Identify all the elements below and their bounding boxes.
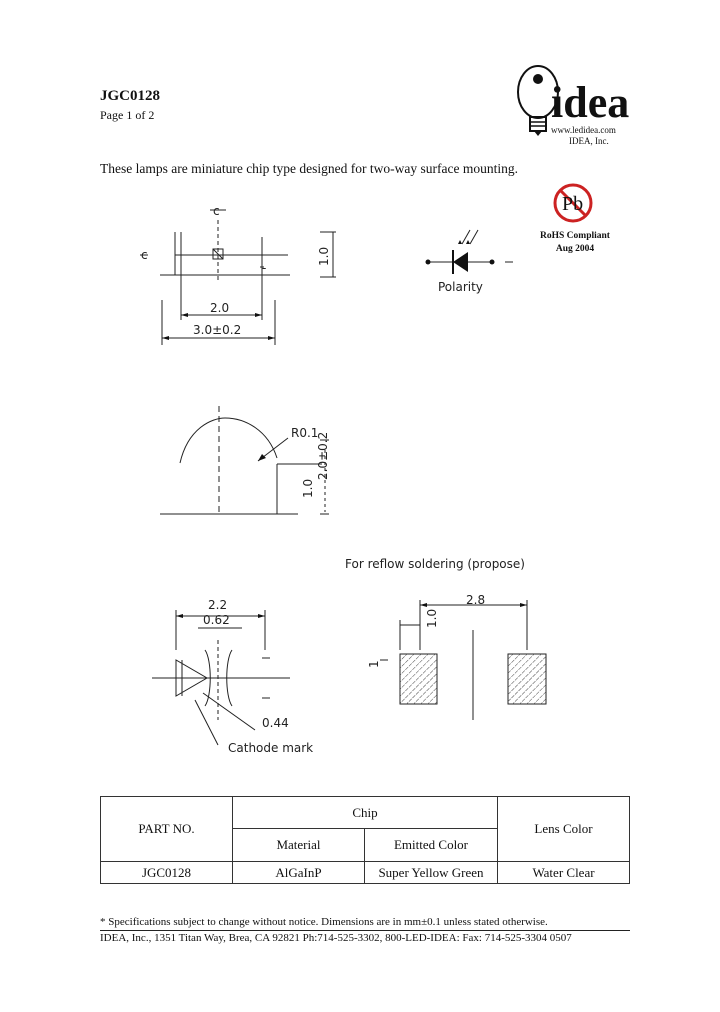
cell-part-no: JGC0128 xyxy=(101,862,233,884)
cell-emitted-color: Super Yellow Green xyxy=(365,862,498,884)
header-part-no: PART NO. xyxy=(101,797,233,862)
solder-pad-left xyxy=(400,654,437,704)
diode-triangle-icon xyxy=(453,252,468,272)
footer-note: * Specifications subject to change without notice. Dimensions are in mm±0.1 unless stated otherwise. xyxy=(100,916,548,928)
pb-mark: Pb xyxy=(562,193,584,215)
dim-pad-gap-label: 1.0 xyxy=(425,608,439,628)
cathode-mark-label: Cathode mark xyxy=(228,741,314,755)
dim-dome-height: 2.0±0.2 xyxy=(316,431,330,480)
cell-material: AlGaInP xyxy=(233,862,365,884)
cell-lens-color: Water Clear xyxy=(498,862,630,884)
dim-2-2-label: 2.2 xyxy=(208,598,228,612)
footer-address: IDEA, Inc., 1351 Titan Way, Brea, CA 92821 Ph:714-525-3302, 800-LED-IDEA: Fax: 714-525-3304 0507 xyxy=(100,932,572,944)
radius-label: R0.1 xyxy=(291,426,319,440)
side-top-c-label: c xyxy=(213,204,220,218)
rohs-line-1: RoHS Compliant xyxy=(540,231,610,241)
dim-0-44-label: 0.44 xyxy=(262,716,289,730)
solder-pad-right xyxy=(508,654,546,704)
header-chip: Chip xyxy=(233,797,498,829)
logo-company: IDEA, Inc. xyxy=(569,136,609,146)
polarity-label: Polarity xyxy=(438,280,483,294)
rohs-line-2: Aug 2004 xyxy=(555,244,595,254)
page-indicator: Page 1 of 2 xyxy=(100,108,155,122)
logo-brand-text: idea xyxy=(551,78,630,127)
header-emitted-color: Emitted Color xyxy=(365,829,498,862)
dim-height-1-0: 1.0 xyxy=(317,246,331,266)
side-left-c-label: c xyxy=(141,248,148,262)
part-number-title: JGC0128 xyxy=(100,88,160,104)
dim-0-62-label: 0.62 xyxy=(203,613,230,627)
header-material: Material xyxy=(233,829,365,862)
table-row xyxy=(101,862,630,884)
dim-width-2-0: 2.0 xyxy=(210,301,230,315)
specification-table xyxy=(100,796,630,884)
dim-2-8-label: 2.8 xyxy=(466,593,486,607)
reflow-title: For reflow soldering (propose) xyxy=(345,557,525,571)
footer-divider xyxy=(100,930,630,931)
dim-total-length: 3.0±0.2 xyxy=(193,323,242,337)
dim-pad-height-label: 1 xyxy=(367,660,381,668)
intro-text: These lamps are miniature chip type designed for two-way surface mounting. xyxy=(100,161,518,176)
logo-website: www.ledidea.com xyxy=(551,125,616,135)
header-lens-color: Lens Color xyxy=(498,797,630,862)
minus-label: - xyxy=(262,261,267,275)
dim-base-height: 1.0 xyxy=(301,478,315,498)
